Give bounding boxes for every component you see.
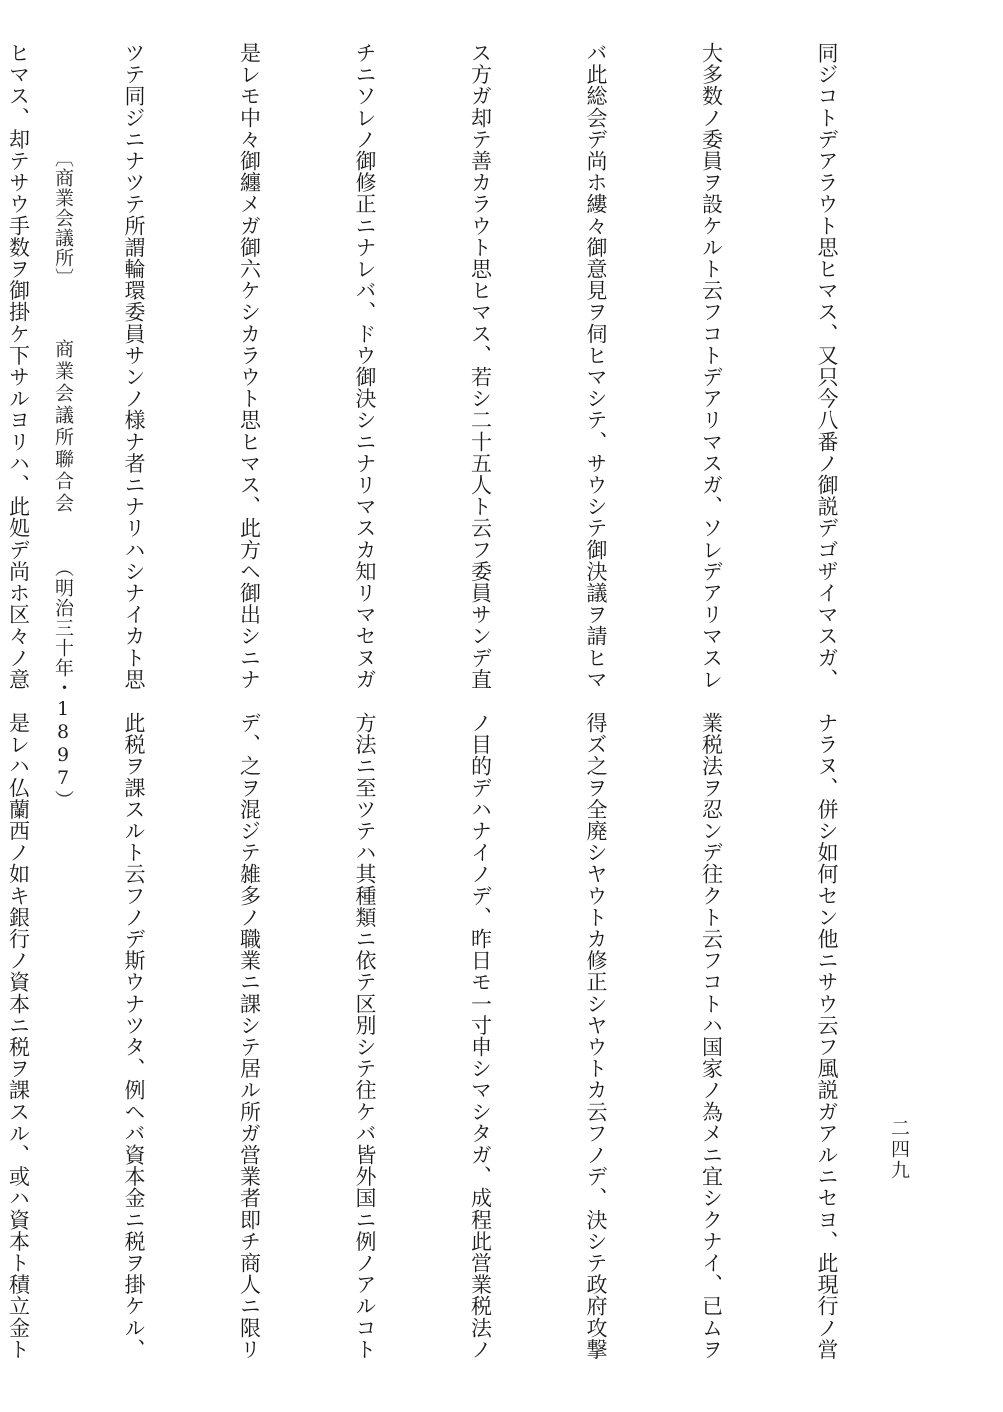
text-column: 同ジコトデアラウト思ヒマス、又只今八番ノ御説デゴザイマスガ、 — [815, 42, 839, 690]
text-column: 此税ヲ課スルト云フノデ斯ウナツタ、例ヘバ資本金ニ税ヲ掛ケル、 — [122, 712, 146, 1360]
text-column: 得ズ之ヲ全廃シヤウトカ修正シヤウトカ云フノデ、決シテ政府攻撃 — [584, 712, 608, 1360]
text-column: ツテ同ジニナツテ所謂輪環委員サンノ様ナ者ニナリハシナイカト思 — [122, 42, 146, 690]
text-column: バ此総会デ尚ホ縷々御意見ヲ伺ヒマシテ、サウシテ御決議ヲ請ヒマ — [584, 42, 608, 690]
text-column: ノ目的デハナイノデ、昨日モ一寸申シマシタガ、成程此営業税法ノ — [468, 712, 493, 1360]
text-column: 方法ニ至ツテハ其種類ニ依テ区別シテ往ケバ皆外国ニ例ノアルコト — [353, 712, 377, 1360]
text-column: チニソレノ御修正ニナレバ、ドウ御決シニナリマスカ知リマセヌガ — [353, 42, 377, 690]
lower-text-block — [0, 712, 923, 1360]
publication-title: 商業会議所聯合会 — [52, 339, 74, 515]
text-column: ナラヌ、併シ如何セン他ニサウ云フ風説ガアルニセヨ、此現行ノ営 — [815, 712, 839, 1360]
publication-date: （明治三十年・1897） — [52, 558, 74, 810]
text-column: 是レハ仏蘭西ノ如キ銀行ノ資本ニ税ヲ課スル、或ハ資本ト積立金ト — [6, 712, 31, 1360]
text-column: ヒマス、却テサウ手数ヲ御掛ケ下サルヨリハ、此処デ尚ホ区々ノ意 — [6, 42, 31, 690]
page-number: 二四九 — [888, 1118, 910, 1181]
text-column: 大多数ノ委員ヲ設ケルト云フコトデアリマスガ、ソレデアリマスレ — [699, 42, 724, 690]
text-column: デ、之ヲ混ジテ雑多ノ職業ニ課シテ居ル所ガ営業者即チ商人ニ限リ — [237, 712, 262, 1360]
section-label: 〔商業会議所〕 — [52, 148, 74, 288]
running-head — [48, 148, 78, 810]
text-column: 是レモ中々御纏メガ御六ケシカラウト思ヒマス、此方ヘ御出シニナ — [237, 42, 262, 690]
text-column: 業税法ヲ忍ンデ往クト云フコトハ国家ノ為メニ宜シクナイ、已ムヲ — [699, 712, 724, 1360]
text-column: ス方ガ却テ善カラウト思ヒマス、若シ二十五人ト云フ委員サンデ直 — [468, 42, 493, 690]
